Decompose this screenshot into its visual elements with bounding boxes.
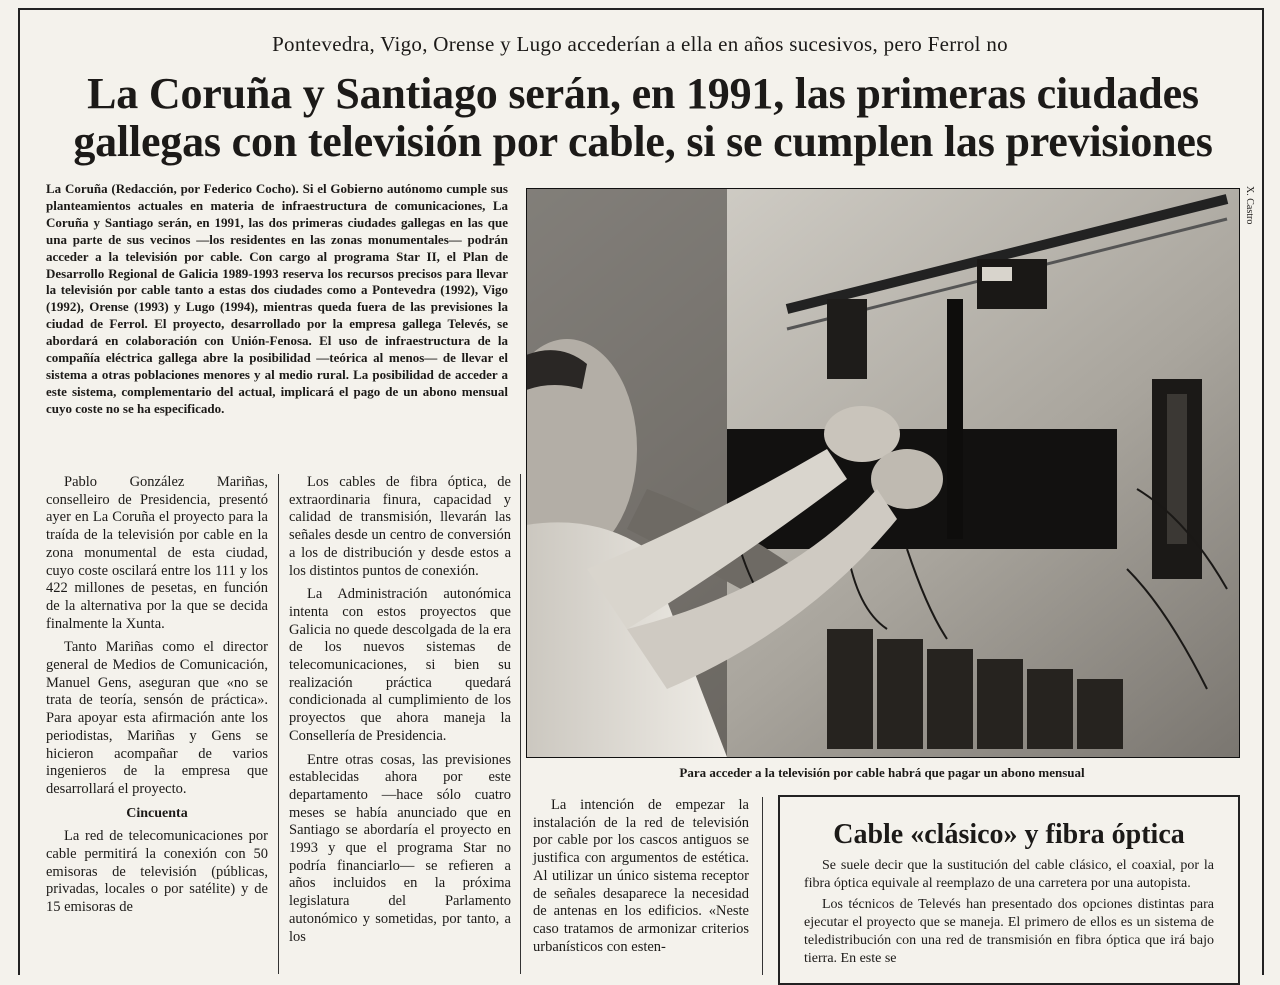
- headline-line-2: gallegas con televisión por cable, si se cumplen las previsiones: [73, 117, 1213, 166]
- column-divider: [762, 797, 763, 975]
- column-c: [533, 797, 749, 962]
- column-a: [46, 474, 268, 923]
- lead-paragraph: La Coruña (Redacción, por Federico Cocho). Si el Gobierno autónomo cumple sus planteamientos actuales en materia de infraestructura de comunicaciones, La Coruña y Santiago serán, en 1991, las dos primeras ciudades gallegas en las que una parte de sus vecinos —los residentes en las zonas monumentales— podrán acceder a la televisión por cable. Con cargo al programa Star II, el Plan de Desarrollo Regional de Galicia 1989-1993 reserva los recursos precisos para llevar la televisión por cable tanto a estas dos ciudades como a Pontevedra (1992), Vigo (1992), Orense (1993) y Lugo (1994), mientras queda fuera de las previsiones la ciudad de Ferrol. El proyecto, desarrollado por la empresa gallega Televés, se abordará en colaboración con Unión-Fenosa. El uso de infraestructura de la compañía eléctrica gallega abre la posibilidad —teórica al menos— de llevar el sistema a otras poblaciones menores y al medio rural. La posibilidad de acceder a este sistema, complementario del actual, implicará el pago de un abono mensual cuyo coste no se ha especificado.: [46, 181, 508, 416]
- column-a-paragraph-2: Tanto Mariñas como el director general de Medios de Comunicación, Manuel Gens, aseguran que «no se trata de teoría, sensón de práctica». Para apoyar esta afirmación ante los periodistas, Mariñas y Gens se hicieron acompañar de varios ingenieros de la empresa que desarrollará el proyecto.: [46, 639, 268, 797]
- photo-credit: X. Castro: [1244, 186, 1255, 225]
- column-a-paragraph-1: Pablo González Mariñas, conselleiro de Presidencia, presentó ayer en La Coruña el proyecto para la traída de la televisión por cable en la zona monumental de esta ciudad, cuyo coste oscilará entre los 111 y los 422 millones de pesetas, en función de la alternativa por la que se decida finalmente la Xunta.: [46, 474, 268, 632]
- sidebar-box: [778, 795, 1240, 985]
- photo-caption: Para acceder a la televisión por cable habrá que pagar un abono mensual: [679, 765, 1085, 780]
- sidebar-box-paragraph-2: Los técnicos de Televés han presentado dos opciones distintas para ejecutar el proyecto que se maneja. El primero de ellos es un sistema de teledistribución con una red de transmisión en fibra óptica que irá bajo tierra. En este se: [804, 897, 1214, 966]
- column-b-paragraph-1: Los cables de fibra óptica, de extraordinaria finura, capacidad y calidad de transmisión, llevarán las señales desde un centro de conversión a los de distribución y desde estos a los distintos puntos de conexión.: [289, 474, 511, 579]
- column-a-paragraph-3: La red de telecomunicaciones por cable permitirá la conexión con 50 emisoras de televisión (públicas, privadas, locales o por satélite) y de 15 emisoras de: [46, 828, 268, 916]
- column-divider: [520, 474, 521, 974]
- subhead-cincuenta: Cincuenta: [126, 805, 188, 821]
- headline: [38, 70, 1248, 166]
- photo-technician-at-cable-panel: [527, 189, 1239, 757]
- column-b-paragraph-2: La Administración autonómica intenta con estos proyectos que Galicia no quede descolgada de la era de los nuevos sistemas de telecomunicaciones, si bien su realización práctica quedará condicionada al cumplimiento de los proyectos que ahora maneja la Consellería de Presidencia.: [289, 586, 511, 744]
- headline-line-1: La Coruña y Santiago serán, en 1991, las primeras ciudades: [87, 69, 1199, 118]
- column-c-paragraph-1: La intención de empezar la instalación de la red de televisión por cable por los cascos antiguos se justifica con argumentos de estética. Al utilizar un único sistema receptor de señales desaparece la necesidad de antenas en los edificios. «Neste caso tratamos de armonizar criterios urbanísticos con esten-: [533, 797, 749, 955]
- column-divider: [278, 474, 279, 974]
- column-b-paragraph-3: Entre otras cosas, las previsiones establecidas ahora por este departamento —hace sólo cuatro meses se había anunciado que en Santiago se abordaría el proyecto en 1993 y que el programa Star no podría financiarlo— se refieren a años incluidos en la próxima legislatura del Parlamento autonómico y sometidas, por tanto, a los: [289, 751, 511, 945]
- column-b: [289, 474, 511, 952]
- sidebar-box-text: [804, 857, 1214, 971]
- sidebar-box-title: Cable «clásico» y fibra óptica: [833, 819, 1185, 850]
- kicker: Pontevedra, Vigo, Orense y Lugo accederían a ella en años sucesivos, pero Ferrol no: [272, 32, 1008, 56]
- sidebar-box-paragraph-1: Se suele decir que la sustitución del cable clásico, el coaxial, por la fibra óptica equivale al reemplazo de una carretera por una autopista.: [804, 858, 1214, 891]
- news-photo: [526, 188, 1240, 758]
